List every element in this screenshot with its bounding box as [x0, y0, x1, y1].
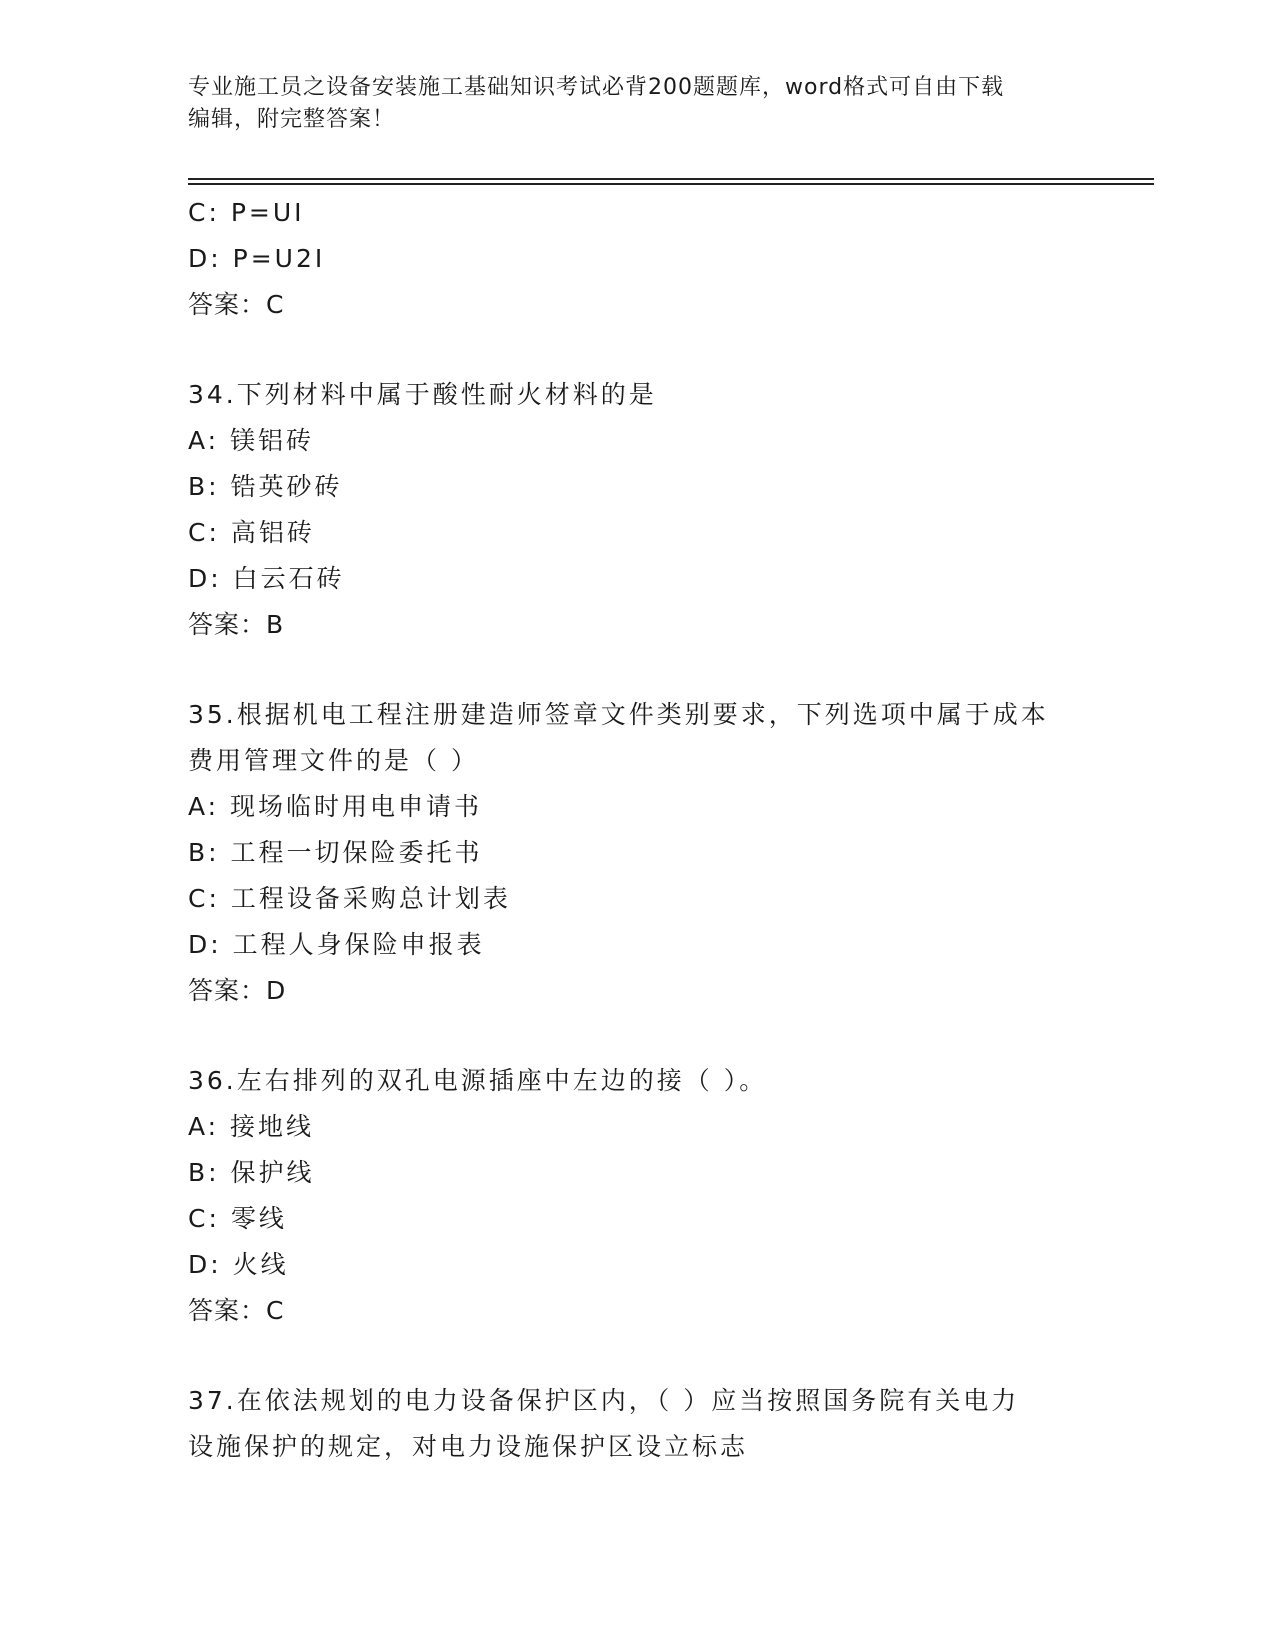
header-divider-bottom — [188, 183, 1154, 185]
option-c: C: P=UI — [188, 198, 305, 227]
option-c: C: 高铝砖 — [188, 518, 315, 547]
answer: 答案：B — [188, 610, 285, 639]
header-title-line-2: 编辑，附完整答案！ — [188, 107, 396, 132]
option-d: D: 火线 — [188, 1250, 289, 1279]
option-a: A: 镁铝砖 — [188, 426, 315, 455]
question-stem-line-1: 37.在依法规划的电力设备保护区内，（ ）应当按照国务院有关电力 — [188, 1386, 1020, 1415]
option-a: A: 接地线 — [188, 1112, 315, 1141]
question-stem: 36.左右排列的双孔电源插座中左边的接（ ）。 — [188, 1066, 768, 1095]
question-stem-line-2: 费用管理文件的是（ ） — [188, 746, 479, 775]
question-34 — [188, 372, 1088, 648]
option-a: A: 现场临时用电申请书 — [188, 792, 483, 821]
question-stem-line-1: 35.根据机电工程注册建造师签章文件类别要求，下列选项中属于成本 — [188, 700, 1049, 729]
option-b: B: 锆英砂砖 — [188, 472, 343, 501]
question-36 — [188, 1058, 1088, 1334]
spacer — [188, 328, 1088, 372]
question-37 — [188, 1378, 1088, 1470]
answer: 答案：D — [188, 976, 287, 1005]
document-header — [188, 72, 1068, 136]
option-d: D: P=U2I — [188, 244, 326, 273]
question-35 — [188, 692, 1088, 1014]
answer: 答案：C — [188, 290, 285, 319]
spacer — [188, 1334, 1088, 1378]
spacer — [188, 648, 1088, 692]
option-d: D: 工程人身保险申报表 — [188, 930, 485, 959]
question-stem: 34.下列材料中属于酸性耐火材料的是 — [188, 380, 657, 409]
question-list — [188, 190, 1088, 1470]
header-divider-top — [188, 178, 1154, 180]
option-c: C: 零线 — [188, 1204, 287, 1233]
question-33-tail — [188, 190, 1088, 328]
question-stem-line-2: 设施保护的规定，对电力设施保护区设立标志 — [188, 1432, 749, 1461]
option-b: B: 保护线 — [188, 1158, 315, 1187]
answer: 答案：C — [188, 1296, 285, 1325]
option-c: C: 工程设备采购总计划表 — [188, 884, 511, 913]
option-d: D: 白云石砖 — [188, 564, 345, 593]
header-title-line-1: 专业施工员之设备安装施工基础知识考试必背200题题库，word格式可自由下载 — [188, 75, 1005, 100]
option-b: B: 工程一切保险委托书 — [188, 838, 483, 867]
spacer — [188, 1014, 1088, 1058]
